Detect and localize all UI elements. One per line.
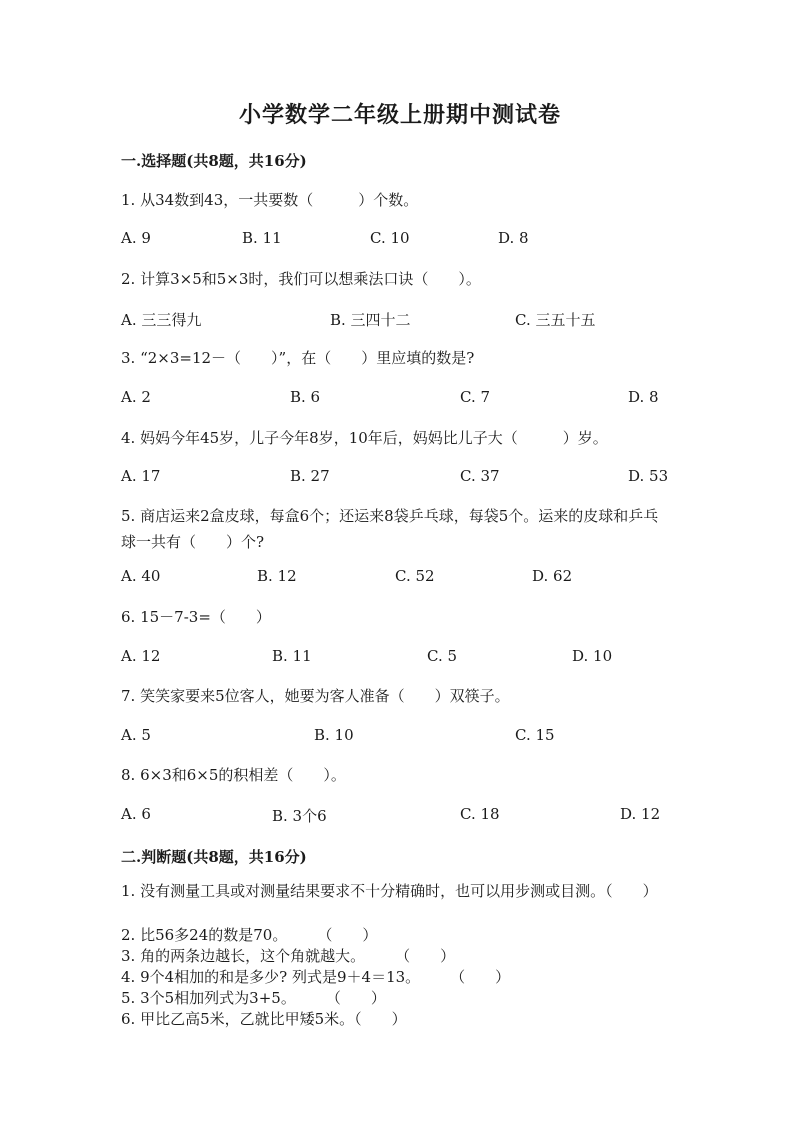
option-a: A. 12	[121, 647, 161, 665]
option-c: C. 37	[460, 467, 500, 485]
question-3: 3. “2×3=12－（ ）”，在（ ）里应填的数是?	[121, 349, 475, 367]
question-4: 4. 妈妈今年45岁，儿子今年8岁，10年后，妈妈比儿子大（ ）岁。	[121, 429, 608, 447]
option-c: C. 15	[515, 726, 555, 744]
option-b: B. 11	[272, 647, 312, 665]
question-5: 5. 商店运来2盒皮球，每盒6个；还运来8袋乒乓球，每袋5个。运来的皮球和乒乓球一共有（ ）个?	[121, 507, 659, 551]
option-c: C. 三五十五	[515, 311, 596, 329]
section-heading-choice: 一.选择题(共8题，共16分)	[121, 152, 307, 170]
question-6: 6. 15－7-3=（ ）	[121, 608, 271, 626]
option-a: A. 5	[121, 726, 151, 744]
option-b: B. 11	[242, 229, 282, 247]
question-1: 1. 从34数到43，一共要数（ ）个数。	[121, 191, 419, 209]
judge-item-1: 1. 没有测量工具或对测量结果要求不十分精确时，也可以用步测或目测。（ ）	[121, 882, 658, 900]
option-a: A. 17	[121, 467, 161, 485]
option-d: D. 62	[532, 567, 573, 585]
option-d: D. 53	[628, 467, 669, 485]
question-8: 8. 6×3和6×5的积相差（ ）。	[121, 766, 346, 784]
judge-item-4: 4. 9个4相加的和是多少? 列式是9＋4＝13。 （ ）	[121, 968, 511, 986]
option-a: A. 9	[121, 229, 151, 247]
option-a: A. 6	[121, 805, 151, 823]
option-d: D. 8	[628, 388, 659, 406]
option-b: B. 三四十二	[330, 311, 411, 329]
option-c: C. 52	[395, 567, 435, 585]
option-a: A. 2	[121, 388, 151, 406]
question-7: 7. 笑笑家要来5位客人，她要为客人准备（ ）双筷子。	[121, 687, 510, 705]
option-d: D. 8	[498, 229, 529, 247]
option-c: C. 10	[370, 229, 410, 247]
judge-item-3: 3. 角的两条边越长，这个角就越大。 （ ）	[121, 947, 456, 965]
option-b: B. 27	[290, 467, 330, 485]
option-b: B. 12	[257, 567, 297, 585]
judge-item-2: 2. 比56多24的数是70。 （ ）	[121, 926, 378, 944]
section-heading-judge: 二.判断题(共8题，共16分)	[121, 848, 307, 866]
option-d: D. 12	[620, 805, 661, 823]
option-c: C. 7	[460, 388, 491, 406]
question-2: 2. 计算3×5和5×3时，我们可以想乘法口诀（ ）。	[121, 270, 481, 288]
option-b: B. 3个6	[272, 807, 327, 825]
option-a: A. 三三得九	[121, 311, 202, 329]
judge-item-6: 6. 甲比乙高5米，乙就比甲矮5米。（ ）	[121, 1010, 407, 1028]
option-d: D. 10	[572, 647, 613, 665]
option-c: C. 5	[427, 647, 458, 665]
option-a: A. 40	[121, 567, 161, 585]
judge-item-5: 5. 3个5相加列式为3+5。 （ ）	[121, 989, 386, 1007]
option-c: C. 18	[460, 805, 500, 823]
option-b: B. 6	[290, 388, 321, 406]
page-title: 小学数学二年级上册期中测试卷	[238, 102, 561, 128]
option-b: B. 10	[314, 726, 354, 744]
